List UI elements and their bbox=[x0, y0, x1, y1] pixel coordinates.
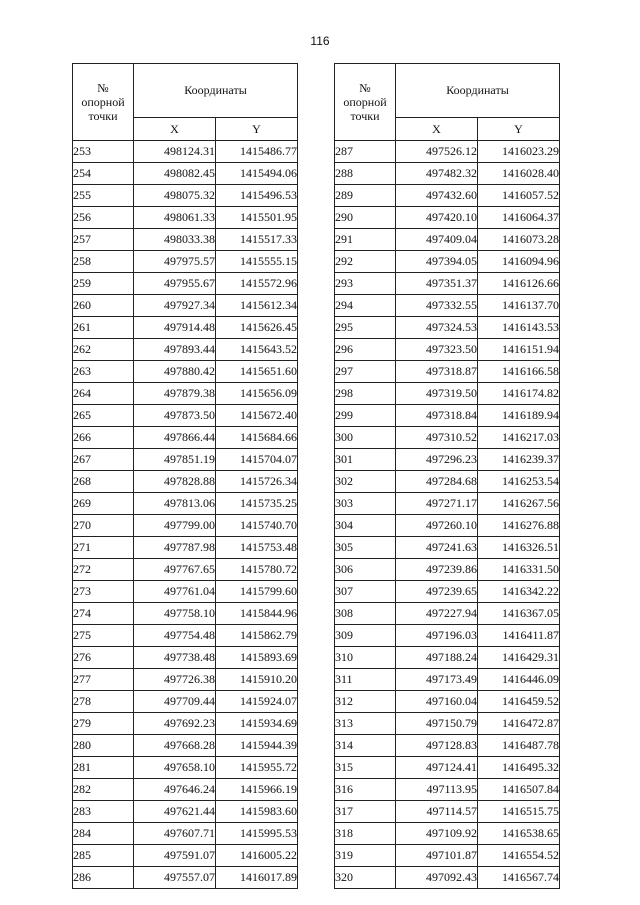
y-coordinate-cell: 1415780.72 bbox=[216, 559, 298, 581]
table-row bbox=[73, 669, 298, 691]
table-row bbox=[73, 141, 298, 163]
x-coordinate-cell: 497709.44 bbox=[134, 691, 216, 713]
y-column-header: Y bbox=[216, 118, 298, 141]
point-number-header-line-3: точки bbox=[88, 109, 118, 123]
point-number-cell: 298 bbox=[335, 383, 396, 405]
point-number-cell: 320 bbox=[335, 867, 396, 889]
point-number-cell: 258 bbox=[73, 251, 134, 273]
point-number-cell: 319 bbox=[335, 845, 396, 867]
coordinates-header: Координаты bbox=[396, 64, 560, 118]
y-coordinate-cell: 1415656.09 bbox=[216, 383, 298, 405]
y-coordinate-cell: 1416331.50 bbox=[478, 559, 560, 581]
point-number-cell: 283 bbox=[73, 801, 134, 823]
y-coordinate-cell: 1416166.58 bbox=[478, 361, 560, 383]
point-number-cell: 264 bbox=[73, 383, 134, 405]
x-coordinate-cell: 497851.19 bbox=[134, 449, 216, 471]
coordinates-header: Координаты bbox=[134, 64, 298, 118]
x-coordinate-cell: 497607.71 bbox=[134, 823, 216, 845]
y-coordinate-cell: 1415910.20 bbox=[216, 669, 298, 691]
x-column-header: X bbox=[134, 118, 216, 141]
table-row bbox=[335, 361, 560, 383]
x-coordinate-cell: 497738.48 bbox=[134, 647, 216, 669]
y-coordinate-cell: 1415955.72 bbox=[216, 757, 298, 779]
table-row bbox=[335, 383, 560, 405]
table-row bbox=[335, 163, 560, 185]
y-coordinate-cell: 1415862.79 bbox=[216, 625, 298, 647]
y-coordinate-cell: 1415924.07 bbox=[216, 691, 298, 713]
point-number-cell: 257 bbox=[73, 229, 134, 251]
y-coordinate-cell: 1416064.37 bbox=[478, 207, 560, 229]
y-coordinate-cell: 1416239.37 bbox=[478, 449, 560, 471]
table-row bbox=[335, 515, 560, 537]
point-number-cell: 279 bbox=[73, 713, 134, 735]
x-coordinate-cell: 497227.94 bbox=[396, 603, 478, 625]
table-row bbox=[335, 647, 560, 669]
y-coordinate-cell: 1416137.70 bbox=[478, 295, 560, 317]
point-number-cell: 287 bbox=[335, 141, 396, 163]
point-number-cell: 310 bbox=[335, 647, 396, 669]
table-row bbox=[335, 537, 560, 559]
point-number-cell: 293 bbox=[335, 273, 396, 295]
table-row bbox=[335, 845, 560, 867]
x-coordinate-cell: 497319.50 bbox=[396, 383, 478, 405]
x-coordinate-cell: 497692.23 bbox=[134, 713, 216, 735]
point-number-cell: 291 bbox=[335, 229, 396, 251]
point-number-cell: 309 bbox=[335, 625, 396, 647]
table-row bbox=[335, 669, 560, 691]
x-coordinate-cell: 497351.37 bbox=[396, 273, 478, 295]
x-coordinate-cell: 497196.03 bbox=[396, 625, 478, 647]
table-row bbox=[335, 735, 560, 757]
point-number-cell: 273 bbox=[73, 581, 134, 603]
y-coordinate-cell: 1415486.77 bbox=[216, 141, 298, 163]
table-row bbox=[73, 229, 298, 251]
y-coordinate-cell: 1415704.07 bbox=[216, 449, 298, 471]
table-row bbox=[335, 339, 560, 361]
table-row bbox=[73, 339, 298, 361]
point-number-cell: 302 bbox=[335, 471, 396, 493]
y-coordinate-cell: 1416429.31 bbox=[478, 647, 560, 669]
table-row bbox=[73, 515, 298, 537]
y-coordinate-cell: 1415735.25 bbox=[216, 493, 298, 515]
x-coordinate-cell: 497726.38 bbox=[134, 669, 216, 691]
point-number-cell: 292 bbox=[335, 251, 396, 273]
point-number-cell: 295 bbox=[335, 317, 396, 339]
y-coordinate-cell: 1415944.39 bbox=[216, 735, 298, 757]
point-number-cell: 312 bbox=[335, 691, 396, 713]
point-number-header-line-2: опорной bbox=[343, 95, 387, 109]
x-coordinate-cell: 497754.48 bbox=[134, 625, 216, 647]
x-coordinate-cell: 497394.05 bbox=[396, 251, 478, 273]
point-number-cell: 276 bbox=[73, 647, 134, 669]
x-coordinate-cell: 498082.45 bbox=[134, 163, 216, 185]
point-number-cell: 262 bbox=[73, 339, 134, 361]
point-number-cell: 303 bbox=[335, 493, 396, 515]
table-row bbox=[335, 823, 560, 845]
y-coordinate-cell: 1416487.78 bbox=[478, 735, 560, 757]
point-number-cell: 253 bbox=[73, 141, 134, 163]
y-coordinate-cell: 1415643.52 bbox=[216, 339, 298, 361]
table-row bbox=[73, 383, 298, 405]
point-number-cell: 256 bbox=[73, 207, 134, 229]
point-number-cell: 311 bbox=[335, 669, 396, 691]
x-coordinate-cell: 497955.67 bbox=[134, 273, 216, 295]
table-row bbox=[73, 823, 298, 845]
x-coordinate-cell: 497114.57 bbox=[396, 801, 478, 823]
x-coordinate-cell: 498075.32 bbox=[134, 185, 216, 207]
point-number-cell: 314 bbox=[335, 735, 396, 757]
page-number: 116 bbox=[310, 34, 330, 48]
point-number-cell: 280 bbox=[73, 735, 134, 757]
y-coordinate-cell: 1416023.29 bbox=[478, 141, 560, 163]
coordinates-table-right bbox=[334, 63, 560, 889]
x-coordinate-cell: 497323.50 bbox=[396, 339, 478, 361]
table-row bbox=[335, 581, 560, 603]
y-coordinate-cell: 1415651.60 bbox=[216, 361, 298, 383]
x-coordinate-cell: 497160.04 bbox=[396, 691, 478, 713]
x-coordinate-cell: 497310.52 bbox=[396, 427, 478, 449]
table-row bbox=[335, 801, 560, 823]
y-coordinate-cell: 1415626.45 bbox=[216, 317, 298, 339]
y-coordinate-cell: 1416017.89 bbox=[216, 867, 298, 889]
y-coordinate-cell: 1416567.74 bbox=[478, 867, 560, 889]
table-row bbox=[73, 427, 298, 449]
y-coordinate-cell: 1416495.32 bbox=[478, 757, 560, 779]
y-coordinate-cell: 1416459.52 bbox=[478, 691, 560, 713]
point-number-cell: 260 bbox=[73, 295, 134, 317]
x-coordinate-cell: 497239.86 bbox=[396, 559, 478, 581]
x-coordinate-cell: 497409.04 bbox=[396, 229, 478, 251]
x-coordinate-cell: 497271.17 bbox=[396, 493, 478, 515]
table-row bbox=[335, 779, 560, 801]
table-row bbox=[73, 735, 298, 757]
table-row bbox=[335, 713, 560, 735]
point-number-header-line-2: опорной bbox=[81, 95, 125, 109]
point-number-cell: 301 bbox=[335, 449, 396, 471]
point-number-cell: 254 bbox=[73, 163, 134, 185]
y-coordinate-cell: 1416189.94 bbox=[478, 405, 560, 427]
point-number-cell: 281 bbox=[73, 757, 134, 779]
x-coordinate-cell: 497241.63 bbox=[396, 537, 478, 559]
x-coordinate-cell: 497482.32 bbox=[396, 163, 478, 185]
table-row bbox=[73, 317, 298, 339]
x-coordinate-cell: 497813.06 bbox=[134, 493, 216, 515]
coordinates-table-left bbox=[72, 63, 298, 889]
x-coordinate-cell: 497318.87 bbox=[396, 361, 478, 383]
table-row bbox=[335, 691, 560, 713]
table-row bbox=[73, 779, 298, 801]
x-coordinate-cell: 497761.04 bbox=[134, 581, 216, 603]
point-number-cell: 288 bbox=[335, 163, 396, 185]
x-coordinate-cell: 497621.44 bbox=[134, 801, 216, 823]
table-row bbox=[335, 405, 560, 427]
table-row bbox=[73, 361, 298, 383]
table-row bbox=[335, 603, 560, 625]
x-coordinate-cell: 497432.60 bbox=[396, 185, 478, 207]
table-row bbox=[73, 471, 298, 493]
x-coordinate-cell: 497239.65 bbox=[396, 581, 478, 603]
y-coordinate-cell: 1415726.34 bbox=[216, 471, 298, 493]
table-row bbox=[335, 295, 560, 317]
point-number-cell: 318 bbox=[335, 823, 396, 845]
table-row bbox=[73, 757, 298, 779]
y-coordinate-cell: 1416538.65 bbox=[478, 823, 560, 845]
table-row bbox=[73, 207, 298, 229]
point-number-cell: 299 bbox=[335, 405, 396, 427]
table-row bbox=[335, 493, 560, 515]
y-coordinate-cell: 1416057.52 bbox=[478, 185, 560, 207]
point-number-cell: 268 bbox=[73, 471, 134, 493]
y-coordinate-cell: 1416151.94 bbox=[478, 339, 560, 361]
point-number-cell: 267 bbox=[73, 449, 134, 471]
x-coordinate-cell: 497646.24 bbox=[134, 779, 216, 801]
x-coordinate-cell: 497758.10 bbox=[134, 603, 216, 625]
y-coordinate-cell: 1415753.48 bbox=[216, 537, 298, 559]
x-coordinate-cell: 497893.44 bbox=[134, 339, 216, 361]
point-number-header bbox=[73, 64, 134, 141]
point-number-cell: 313 bbox=[335, 713, 396, 735]
point-number-cell: 282 bbox=[73, 779, 134, 801]
x-coordinate-cell: 497101.87 bbox=[396, 845, 478, 867]
point-number-cell: 284 bbox=[73, 823, 134, 845]
table-row bbox=[73, 493, 298, 515]
point-number-cell: 317 bbox=[335, 801, 396, 823]
x-coordinate-cell: 497420.10 bbox=[396, 207, 478, 229]
y-coordinate-cell: 1415995.53 bbox=[216, 823, 298, 845]
x-coordinate-cell: 497927.34 bbox=[134, 295, 216, 317]
y-coordinate-cell: 1416073.28 bbox=[478, 229, 560, 251]
x-coordinate-cell: 497828.88 bbox=[134, 471, 216, 493]
table-row bbox=[335, 559, 560, 581]
point-number-cell: 305 bbox=[335, 537, 396, 559]
table-row bbox=[335, 185, 560, 207]
y-coordinate-cell: 1416507.84 bbox=[478, 779, 560, 801]
x-coordinate-cell: 497975.57 bbox=[134, 251, 216, 273]
y-coordinate-cell: 1415934.69 bbox=[216, 713, 298, 735]
point-number-cell: 270 bbox=[73, 515, 134, 537]
table-row bbox=[73, 163, 298, 185]
coordinates-table-right-body bbox=[335, 141, 560, 889]
table-row bbox=[335, 625, 560, 647]
y-coordinate-cell: 1415501.95 bbox=[216, 207, 298, 229]
point-number-cell: 259 bbox=[73, 273, 134, 295]
table-row bbox=[73, 691, 298, 713]
x-coordinate-cell: 497092.43 bbox=[396, 867, 478, 889]
y-coordinate-cell: 1416411.87 bbox=[478, 625, 560, 647]
point-number-cell: 263 bbox=[73, 361, 134, 383]
x-coordinate-cell: 497526.12 bbox=[396, 141, 478, 163]
y-coordinate-cell: 1416005.22 bbox=[216, 845, 298, 867]
y-coordinate-cell: 1415494.06 bbox=[216, 163, 298, 185]
x-coordinate-cell: 497260.10 bbox=[396, 515, 478, 537]
point-number-cell: 277 bbox=[73, 669, 134, 691]
y-coordinate-cell: 1416028.40 bbox=[478, 163, 560, 185]
y-coordinate-cell: 1415799.60 bbox=[216, 581, 298, 603]
point-number-cell: 285 bbox=[73, 845, 134, 867]
table-row bbox=[335, 141, 560, 163]
x-coordinate-cell: 497787.98 bbox=[134, 537, 216, 559]
y-coordinate-cell: 1416367.05 bbox=[478, 603, 560, 625]
table-row bbox=[335, 229, 560, 251]
y-coordinate-cell: 1416342.22 bbox=[478, 581, 560, 603]
x-coordinate-cell: 497109.92 bbox=[396, 823, 478, 845]
table-row bbox=[73, 581, 298, 603]
point-number-cell: 278 bbox=[73, 691, 134, 713]
point-number-cell: 306 bbox=[335, 559, 396, 581]
table-row bbox=[73, 405, 298, 427]
x-coordinate-cell: 497188.24 bbox=[396, 647, 478, 669]
x-coordinate-cell: 497332.55 bbox=[396, 295, 478, 317]
point-number-cell: 316 bbox=[335, 779, 396, 801]
x-coordinate-cell: 497873.50 bbox=[134, 405, 216, 427]
table-row bbox=[335, 207, 560, 229]
point-number-cell: 297 bbox=[335, 361, 396, 383]
x-coordinate-cell: 497658.10 bbox=[134, 757, 216, 779]
x-coordinate-cell: 497557.07 bbox=[134, 867, 216, 889]
y-coordinate-cell: 1415844.96 bbox=[216, 603, 298, 625]
y-coordinate-cell: 1416326.51 bbox=[478, 537, 560, 559]
x-column-header: X bbox=[396, 118, 478, 141]
table-row bbox=[335, 251, 560, 273]
table-row bbox=[73, 185, 298, 207]
y-coordinate-cell: 1416126.66 bbox=[478, 273, 560, 295]
x-coordinate-cell: 497113.95 bbox=[396, 779, 478, 801]
point-number-cell: 255 bbox=[73, 185, 134, 207]
point-number-cell: 315 bbox=[335, 757, 396, 779]
table-row bbox=[73, 295, 298, 317]
x-coordinate-cell: 497767.65 bbox=[134, 559, 216, 581]
point-number-cell: 272 bbox=[73, 559, 134, 581]
y-coordinate-cell: 1416554.52 bbox=[478, 845, 560, 867]
x-coordinate-cell: 497296.23 bbox=[396, 449, 478, 471]
table-row bbox=[73, 713, 298, 735]
x-coordinate-cell: 497866.44 bbox=[134, 427, 216, 449]
x-coordinate-cell: 497284.68 bbox=[396, 471, 478, 493]
point-number-cell: 307 bbox=[335, 581, 396, 603]
table-row bbox=[73, 603, 298, 625]
table-row bbox=[73, 625, 298, 647]
x-coordinate-cell: 497173.49 bbox=[396, 669, 478, 691]
table-row bbox=[335, 317, 560, 339]
x-coordinate-cell: 498033.38 bbox=[134, 229, 216, 251]
table-row bbox=[73, 251, 298, 273]
y-coordinate-cell: 1416515.75 bbox=[478, 801, 560, 823]
y-coordinate-cell: 1415684.66 bbox=[216, 427, 298, 449]
table-row bbox=[73, 647, 298, 669]
x-coordinate-cell: 498124.31 bbox=[134, 141, 216, 163]
y-coordinate-cell: 1415740.70 bbox=[216, 515, 298, 537]
y-coordinate-cell: 1416267.56 bbox=[478, 493, 560, 515]
x-coordinate-cell: 497879.38 bbox=[134, 383, 216, 405]
x-coordinate-cell: 497668.28 bbox=[134, 735, 216, 757]
y-coordinate-cell: 1416217.03 bbox=[478, 427, 560, 449]
table-row bbox=[335, 471, 560, 493]
y-coordinate-cell: 1415612.34 bbox=[216, 295, 298, 317]
x-coordinate-cell: 497128.83 bbox=[396, 735, 478, 757]
point-number-cell: 296 bbox=[335, 339, 396, 361]
point-number-cell: 261 bbox=[73, 317, 134, 339]
x-coordinate-cell: 497150.79 bbox=[396, 713, 478, 735]
point-number-cell: 265 bbox=[73, 405, 134, 427]
point-number-header bbox=[335, 64, 396, 141]
point-number-cell: 271 bbox=[73, 537, 134, 559]
x-coordinate-cell: 497318.84 bbox=[396, 405, 478, 427]
table-row bbox=[335, 427, 560, 449]
table-row bbox=[73, 273, 298, 295]
y-coordinate-cell: 1416276.88 bbox=[478, 515, 560, 537]
x-coordinate-cell: 497124.41 bbox=[396, 757, 478, 779]
point-number-cell: 274 bbox=[73, 603, 134, 625]
x-coordinate-cell: 497591.07 bbox=[134, 845, 216, 867]
point-number-header-line-1: № bbox=[97, 81, 109, 95]
table-row bbox=[73, 449, 298, 471]
point-number-cell: 269 bbox=[73, 493, 134, 515]
y-coordinate-cell: 1415555.15 bbox=[216, 251, 298, 273]
point-number-cell: 275 bbox=[73, 625, 134, 647]
table-row bbox=[73, 845, 298, 867]
y-coordinate-cell: 1416253.54 bbox=[478, 471, 560, 493]
coordinates-table-left-body bbox=[73, 141, 298, 889]
point-number-cell: 286 bbox=[73, 867, 134, 889]
y-coordinate-cell: 1415983.60 bbox=[216, 801, 298, 823]
y-coordinate-cell: 1416174.82 bbox=[478, 383, 560, 405]
y-coordinate-cell: 1416143.53 bbox=[478, 317, 560, 339]
point-number-header-line-3: точки bbox=[350, 109, 380, 123]
y-column-header: Y bbox=[478, 118, 560, 141]
table-row bbox=[335, 273, 560, 295]
x-coordinate-cell: 497799.00 bbox=[134, 515, 216, 537]
point-number-cell: 304 bbox=[335, 515, 396, 537]
table-row bbox=[335, 867, 560, 889]
table-row bbox=[335, 757, 560, 779]
y-coordinate-cell: 1416094.96 bbox=[478, 251, 560, 273]
y-coordinate-cell: 1416472.87 bbox=[478, 713, 560, 735]
x-coordinate-cell: 497880.42 bbox=[134, 361, 216, 383]
table-row bbox=[73, 867, 298, 889]
x-coordinate-cell: 497914.48 bbox=[134, 317, 216, 339]
point-number-cell: 290 bbox=[335, 207, 396, 229]
y-coordinate-cell: 1415517.33 bbox=[216, 229, 298, 251]
point-number-cell: 294 bbox=[335, 295, 396, 317]
point-number-header-line-1: № bbox=[359, 81, 371, 95]
table-row bbox=[335, 449, 560, 471]
y-coordinate-cell: 1415572.96 bbox=[216, 273, 298, 295]
y-coordinate-cell: 1416446.09 bbox=[478, 669, 560, 691]
y-coordinate-cell: 1415893.69 bbox=[216, 647, 298, 669]
x-coordinate-cell: 498061.33 bbox=[134, 207, 216, 229]
point-number-cell: 300 bbox=[335, 427, 396, 449]
y-coordinate-cell: 1415966.19 bbox=[216, 779, 298, 801]
table-row bbox=[73, 537, 298, 559]
table-row bbox=[73, 801, 298, 823]
x-coordinate-cell: 497324.53 bbox=[396, 317, 478, 339]
point-number-cell: 266 bbox=[73, 427, 134, 449]
table-row bbox=[73, 559, 298, 581]
y-coordinate-cell: 1415496.53 bbox=[216, 185, 298, 207]
point-number-cell: 289 bbox=[335, 185, 396, 207]
y-coordinate-cell: 1415672.40 bbox=[216, 405, 298, 427]
point-number-cell: 308 bbox=[335, 603, 396, 625]
